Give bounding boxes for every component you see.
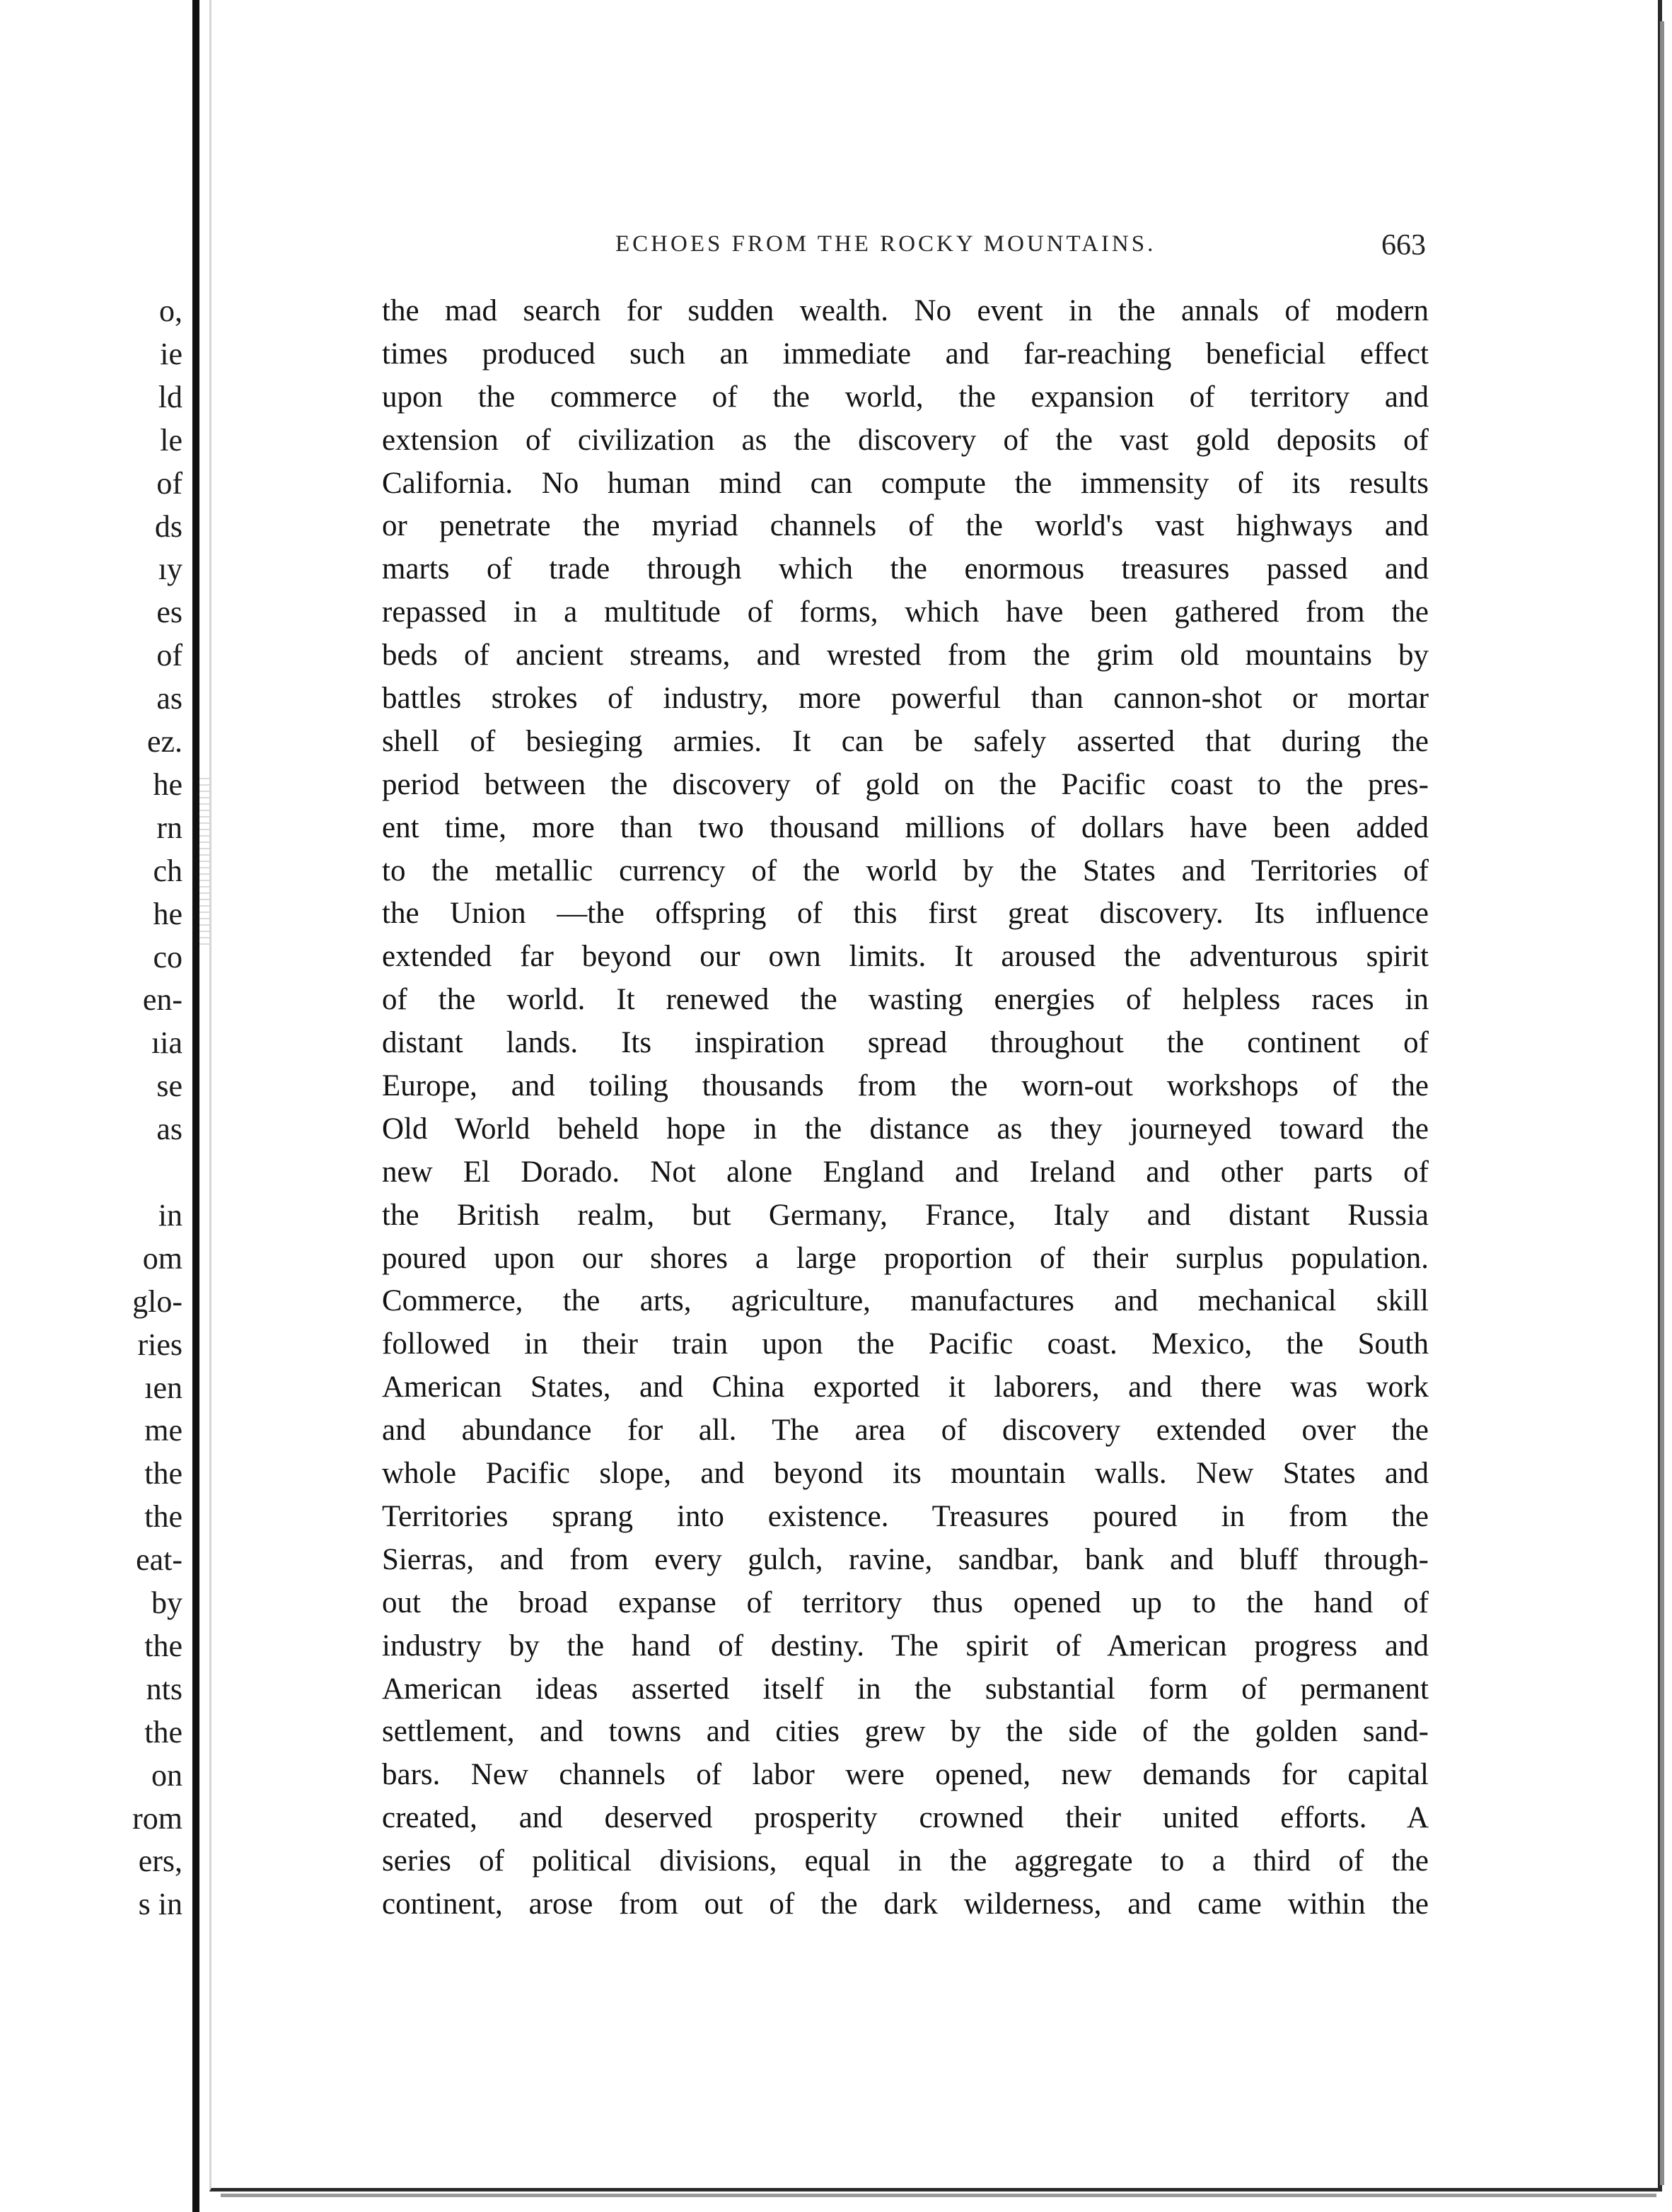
body-line: continent, arose from out of the dark wilderness, and came within the <box>382 1887 1429 1921</box>
left-page-text-fragment: rn <box>156 810 182 845</box>
left-page-text-fragment: nts <box>146 1671 182 1706</box>
left-page-text-fragment: of <box>156 465 182 501</box>
body-line: series of political divisions, equal in the aggregate to a third of the <box>382 1844 1429 1878</box>
body-line: Commerce, the arts, agriculture, manufactures and mechanical skill <box>382 1284 1429 1318</box>
body-line: Europe, and toiling thousands from the worn-out workshops of the <box>382 1069 1429 1103</box>
body-line: poured upon our shores a large proportion of their surplus population. <box>382 1241 1429 1275</box>
body-line: battles strokes of industry, more powerful than cannon-shot or mortar <box>382 682 1429 716</box>
page-edge-bottom <box>221 2194 1656 2197</box>
left-page-text-fragment: as <box>156 681 182 716</box>
left-page-text-fragment: glo- <box>132 1283 182 1319</box>
left-facing-page <box>0 0 192 2212</box>
left-page-text-fragment: he <box>153 896 182 931</box>
body-line: American States, and China exported it laborers, and there was work <box>382 1370 1429 1404</box>
left-page-text-fragment: by <box>151 1585 182 1620</box>
left-page-text-fragment: as <box>156 1112 182 1147</box>
left-page-text-fragment: es <box>156 595 182 630</box>
left-page-text-fragment: he <box>153 767 182 802</box>
body-line: American ideas asserted itself in the substantial form of permanent <box>382 1672 1429 1706</box>
body-line: ent time, more than two thousand millions of dollars have been added <box>382 810 1429 844</box>
left-page-text-fragment: ds <box>154 508 182 544</box>
left-page-text-fragment: co <box>153 939 182 974</box>
body-line: extension of civilization as the discovery of the vast gold deposits of <box>382 423 1429 457</box>
left-page-text-fragment: se <box>156 1069 182 1104</box>
left-page-text-fragment: ie <box>160 336 182 371</box>
book-gutter <box>192 0 199 2212</box>
body-line: or penetrate the myriad channels of the world's vast highways and <box>382 509 1429 543</box>
body-text <box>382 290 1429 1926</box>
left-page-text-fragment: o, <box>159 293 182 328</box>
body-line: of the world. It renewed the wasting energies of helpless races in <box>382 983 1429 1017</box>
body-line: period between the discovery of gold on the Pacific coast to the pres- <box>382 767 1429 801</box>
left-page-text-fragment: ıy <box>158 552 182 587</box>
body-line: the mad search for sudden wealth. No event in the annals of modern <box>382 294 1429 327</box>
left-page-text-fragment: s in <box>138 1887 182 1922</box>
left-page-text-fragment: rom <box>132 1800 182 1836</box>
left-page-text-fragment: ries <box>137 1327 182 1362</box>
body-line: marts of trade through which the enormous treasures passed and <box>382 552 1429 586</box>
body-line: Old World beheld hope in the distance as they journeyed toward the <box>382 1112 1429 1146</box>
left-page-text-fragment: ers, <box>138 1844 182 1879</box>
body-line: California. No human mind can compute the immensity of its results <box>382 466 1429 500</box>
body-line: settlement, and towns and cities grew by the side of the golden sand- <box>382 1715 1429 1749</box>
page-number: 663 <box>1381 229 1426 262</box>
left-page-text-fragment: the <box>144 1714 182 1750</box>
left-page-text-fragment: le <box>160 422 182 458</box>
left-page-text-fragment: in <box>158 1197 182 1233</box>
body-line: the British realm, but Germany, France, Italy and distant Russia <box>382 1198 1429 1232</box>
body-line: the Union —the offspring of this first great discovery. Its influence <box>382 897 1429 931</box>
left-page-text-fragment: me <box>144 1413 182 1448</box>
page-edge-right <box>1660 21 1664 2185</box>
body-line: Territories sprang into existence. Treasures poured in from the <box>382 1499 1429 1533</box>
body-line: times produced such an immediate and far-reaching beneficial effect <box>382 337 1429 371</box>
left-page-text-fragment: the <box>144 1628 182 1663</box>
body-line: new El Dorado. Not alone England and Ireland and other parts of <box>382 1155 1429 1189</box>
body-line: Sierras, and from every gulch, ravine, sandbar, bank and bluff through- <box>382 1542 1429 1576</box>
left-page-text-fragment: ez. <box>146 724 182 759</box>
left-page-text-fragment: eat- <box>136 1542 182 1578</box>
body-line: extended far beyond our own limits. It aroused the adventurous spirit <box>382 940 1429 974</box>
left-page-text-fragment: ld <box>158 379 182 414</box>
body-line: bars. New channels of labor were opened, new demands for capital <box>382 1758 1429 1792</box>
body-line: and abundance for all. The area of discovery extended over the <box>382 1414 1429 1448</box>
body-line: beds of ancient streams, and wrested from the grim old mountains by <box>382 639 1429 673</box>
body-line: created, and deserved prosperity crowned their united efforts. A <box>382 1801 1429 1835</box>
running-head-title: ECHOES FROM THE ROCKY MOUNTAINS. <box>615 231 1156 257</box>
body-line: shell of besieging armies. It can be safely asserted that during the <box>382 724 1429 758</box>
body-line: whole Pacific slope, and beyond its mountain walls. New States and <box>382 1457 1429 1491</box>
left-page-text-fragment: ch <box>153 853 182 888</box>
left-page-text-fragment: en- <box>142 982 182 1018</box>
left-page-text-fragment: om <box>142 1240 182 1276</box>
left-page-text-fragment: the <box>144 1499 182 1535</box>
left-page-text-fragment: of <box>156 638 182 673</box>
left-page-text-fragment: the <box>144 1456 182 1491</box>
body-line: industry by the hand of destiny. The spirit of American progress and <box>382 1629 1429 1663</box>
body-line: upon the commerce of the world, the expansion of territory and <box>382 380 1429 414</box>
left-page-text-fragment: ıen <box>144 1370 182 1405</box>
body-line: out the broad expanse of territory thus opened up to the hand of <box>382 1585 1429 1619</box>
body-line: to the metallic currency of the world by the States and Territories of <box>382 854 1429 887</box>
body-line: distant lands. Its inspiration spread throughout the continent of <box>382 1026 1429 1060</box>
left-page-text-fragment: on <box>151 1757 182 1793</box>
running-head <box>382 231 1429 262</box>
body-line: repassed in a multitude of forms, which have been gathered from the <box>382 595 1429 629</box>
left-page-text-fragment: ıia <box>151 1025 182 1061</box>
body-line: followed in their train upon the Pacific coast. Mexico, the South <box>382 1327 1429 1361</box>
